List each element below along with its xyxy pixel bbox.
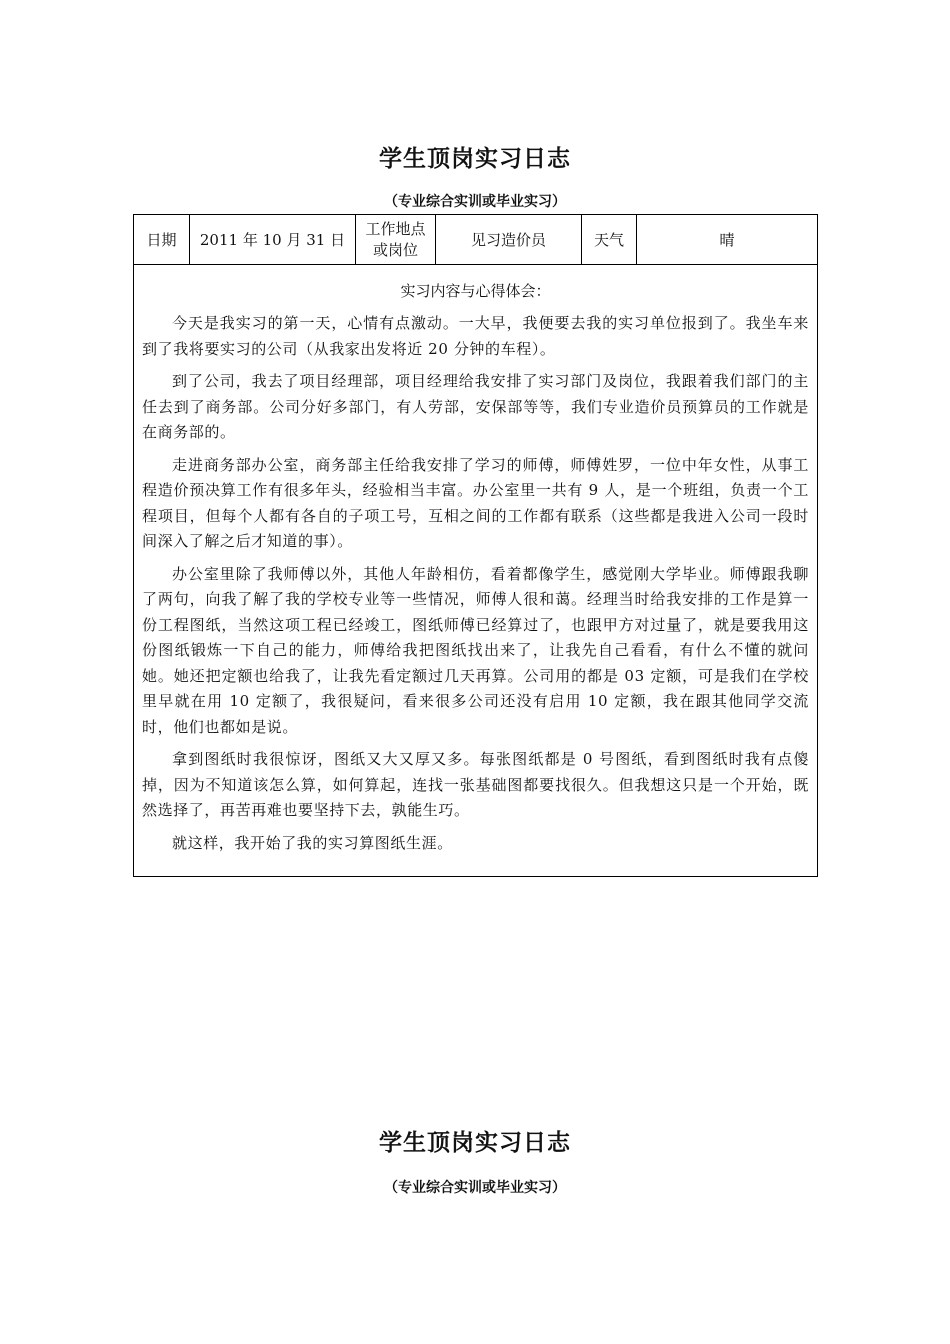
content-cell (134, 265, 818, 877)
date-value: 2011 年 10 月 31 日 (190, 215, 356, 265)
journal-table (133, 214, 818, 877)
location-value: 见习造价员 (436, 215, 582, 265)
location-label-line1: 工作地点 (365, 219, 426, 238)
paragraph: 拿到图纸时我很惊讶，图纸又大又厚又多。每张图纸都是 0 号图纸，看到图纸时我有点傻掉，因为不知道该怎么算，如何算起，连找一张基础图都要找很久。但我想这只是一个开始，既然选择了，再苦再难也要坚持下去，孰能生巧。 (142, 750, 809, 819)
paragraph: 办公室里除了我师傅以外，其他人年龄相仿，看着都像学生，感觉刚大学毕业。师傅跟我聊了两句，向我了解了我的学校专业等一些情况，师傅人很和蔼。经理当时给我安排的工作是算一份工程图纸，当然这项工程已经竣工，图纸师傅已经算过了，也跟甲方对过量了，就是要我用这份图纸锻炼一下自己的能力，师傅给我把图纸找出来了，让我先自己看看，有什么不懂的就问她。她还把定额也给我了，让我先看定额过几天再算。公司用的都是 03 定额，可是我们在学校里早就在用 10 定额了，我很疑问，看来很多公司还没有启用 10 定额，我在跟其他同学交流时，他们也都如是说。 (142, 564, 809, 736)
content-heading: 实习内容与心得体会： (400, 282, 551, 300)
paragraph: 走进商务部办公室，商务部主任给我安排了学习的师傅，师傅姓罗，一位中年女性，从事工程造价预决算工作有很多年头，经验相当丰富。办公室里一共有 9 人，是一个班组，负责一个工程项目，但每个人都有各自的子项工号，互相之间的工作都有联系（这些都是我进入公司一段时间深入了解之后才知道的事）。 (142, 455, 809, 550)
paragraph: 到了公司，我去了项目经理部，项目经理给我安排了实习部门及岗位，我跟着我们部门的主任去到了商务部。公司分好多部门，有人劳部，安保部等等，我们专业造价员预算员的工作就是在商务部的。 (142, 372, 809, 441)
location-label (356, 215, 436, 265)
content-row (134, 265, 818, 877)
paragraph: 就这样，我开始了我的实习算图纸生涯。 (172, 833, 453, 852)
weather-label: 天气 (582, 215, 637, 265)
page-title: 学生顶岗实习日志 (379, 146, 571, 172)
header-row (134, 215, 818, 265)
page-title-2: 学生顶岗实习日志 (379, 1130, 571, 1156)
location-label-line2: 或岗位 (372, 240, 418, 259)
page-subtitle: （专业综合实训或毕业实习） (384, 194, 566, 210)
page-subtitle-2: （专业综合实训或毕业实习） (384, 1180, 566, 1196)
weather-value: 晴 (637, 215, 818, 265)
date-label: 日期 (134, 215, 190, 265)
paragraph: 今天是我实习的第一天，心情有点激动。一大早，我便要去我的实习单位报到了。我坐车来到了我将要实习的公司（从我家出发将近 20 分钟的车程）。 (142, 314, 809, 358)
